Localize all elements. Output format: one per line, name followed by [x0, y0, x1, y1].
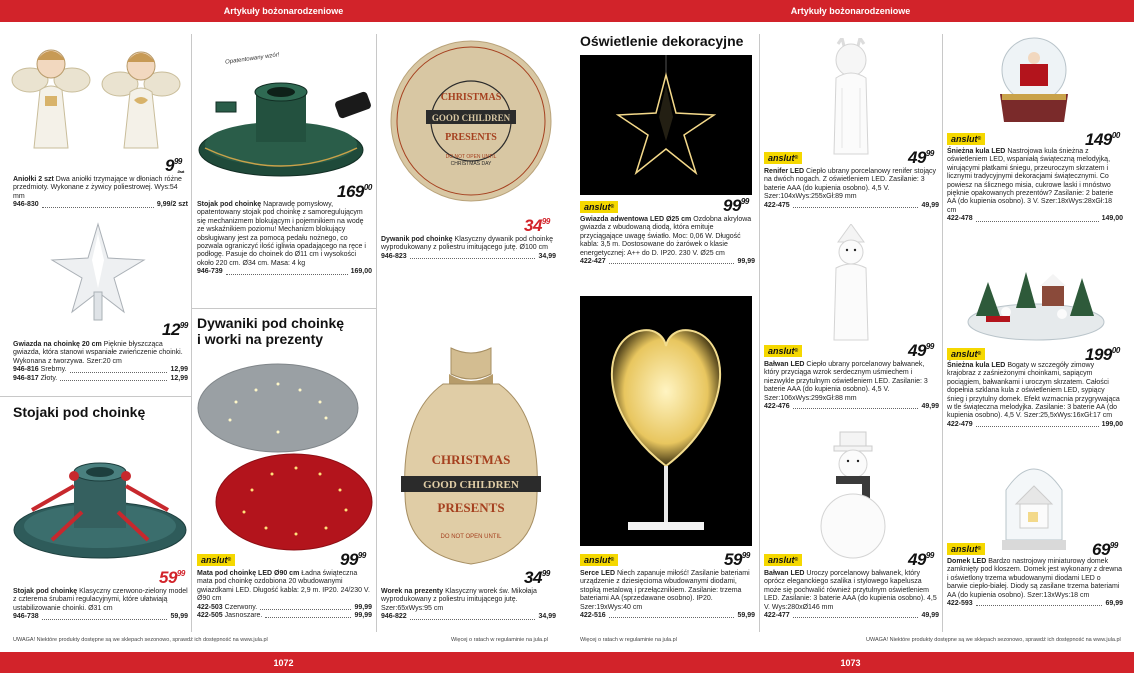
section-header-right: Artykuły bożonarodzeniowe	[567, 0, 1134, 22]
price-balwan2: $49^{99}$	[908, 550, 934, 569]
brand-badge-anslut: anslut®	[580, 554, 618, 566]
brand-badge-anslut: anslut®	[947, 133, 985, 145]
brand-badge-anslut: anslut®	[764, 152, 802, 164]
product-serce: Serce LED Niech zapanuje miłość! Zasilanie bateriami urządzenie z dziesięcioma wbudowanymi diodami, stopką metalową i przełącznikiem. Zasilanie: trzema bateriami AA (sprzedawane osobno). IP20. Szer:19xWys:40 cm 422-516 59,99	[580, 570, 755, 620]
brand-badge-anslut: anslut®	[197, 554, 235, 566]
product-mata: Mata pod choinkę LED Ø90 cm Ładna świąteczna mata pod choinkę ozdobiona 20 wbudowanymi gwiazdkami LED. Długość kabla: 2,9 m. IP20. 24/230 V. Ø90 cm 422-503 Czerwony. 99,99 422-505 Jasnoszare. 99,99	[197, 570, 372, 620]
glass-dome-house-image	[1000, 456, 1068, 552]
price-stojak1: $59^{99}$	[159, 568, 185, 587]
price-stojak2: $169^{00}$	[337, 182, 372, 201]
heading-dywaniki: Dywaniki pod choinkę i worki na prezenty	[197, 315, 345, 347]
page-number-left: 1072	[0, 652, 567, 673]
reindeer-figure-image	[822, 38, 880, 156]
column-divider	[759, 34, 760, 632]
advent-star-image	[580, 55, 752, 195]
heading-stojaki: Stojaki pod choinkę	[13, 404, 146, 420]
svg-text:CHRISTMAS: CHRISTMAS	[431, 452, 511, 467]
brand-badge-anslut: anslut®	[764, 345, 802, 357]
brand-badge-anslut: anslut®	[947, 348, 985, 360]
brand-badge-anslut: anslut®	[764, 554, 802, 566]
product-worek: Worek na prezenty Klasyczny worek św. Mikołaja wyprodukowany z poliestru imitującego jutę. Szer:65xWys:95 cm 946-822 34,99	[381, 588, 556, 621]
column-divider	[191, 34, 192, 632]
led-mats-image	[196, 362, 374, 554]
price-kula1: $149^{00}$	[1085, 130, 1120, 149]
price-gwiazda-led: $99^{99}$	[723, 196, 749, 215]
patent-note: Opatentowany wzór!	[224, 52, 280, 66]
price-kula2: $199^{00}$	[1085, 345, 1120, 364]
brand-badge-anslut: anslut®	[947, 543, 985, 555]
row-divider	[192, 308, 376, 309]
product-gwiazda-led: Gwiazda adwentowa LED Ø25 cm Ozdobna akrylowa gwiazda z wbudowaną diodą, która emituje przyciągające uwagę światło. Moc: 0,06 W. Długość kabla: 3,5 m. Dostosowane do żarówek o klasie energetycznej: A++ do D. IP20. 230 V. Ø25 cm 422-427 99,99	[580, 216, 755, 266]
column-divider	[942, 34, 943, 632]
snowman-figure-image	[824, 224, 878, 342]
footnote-availability-left: UWAGA! Niektóre produkty dostępne są we sklepach sezonowo, sprawdź ich dostępność na www.jula.pl	[13, 637, 268, 643]
svg-text:DO NOT OPEN UNTIL: DO NOT OPEN UNTIL	[445, 154, 497, 160]
star-topper-image	[44, 222, 152, 322]
footnote-installments-left: Więcej o ratach w regulaminie na jula.pl	[451, 637, 548, 643]
tree-skirt-image	[388, 38, 554, 204]
footnote-availability-right: UWAGA! Niektóre produkty dostępne są we sklepach sezonowo, sprawdź ich dostępność na www.jula.pl	[866, 637, 1121, 643]
svg-text:PRESENTS: PRESENTS	[445, 132, 497, 143]
product-domek: Domek LED Bardzo nastrojowy miniaturowy domek zamknięty pod kloszem. Domek jest wykonany z drewna i oświetlony trzema wbudowanymi diodami LED o barwie ciepło-białej. Diody są zasilane trzema bateriami AA (do kupienia osobno). Szer:13xWys:18 cm 422-593 69,99	[947, 558, 1123, 608]
page-number-right: 1073	[567, 652, 1134, 673]
svg-text:PRESENTS: PRESENTS	[437, 500, 505, 515]
tree-stand-green-image	[196, 72, 374, 180]
row-divider	[0, 396, 191, 397]
product-kula2: Śnieżna kula LED Bogaty w szczegóły zimowy krajobraz z zaśnieżonymi choinkami, sapiącym pociągiem, bałwankami i uroczym skrzatem. Całości dopełnia szklana kula z oświetleniem LED, sypiący śnieg i przytulny domek. Efekt wzmacnia przygrywająca w tle świąteczna melodyjka. Zasilanie: 3 baterie AA (do kupienia osobno). 4,5 V. Szer:25,5xWys:16xGł:17 cm 422-479 199,00	[947, 362, 1123, 428]
snowman-scarf-image	[816, 430, 892, 560]
svg-text:CHRISTMAS: CHRISTMAS	[440, 92, 502, 103]
tree-stand-red-image	[12, 452, 188, 564]
column-divider	[376, 34, 377, 632]
led-heart-image	[580, 296, 752, 546]
svg-text:CHRISTMAS DAY: CHRISTMAS DAY	[450, 161, 492, 167]
price-gwiazda: $12^{99}$	[162, 320, 188, 339]
angels-image	[10, 38, 186, 150]
price-mata: $99^{99}$	[340, 550, 366, 569]
product-renifer: Renifer LED Ciepło ubrany porcelanowy renifer stojący na dwóch nogach. Z oświetleniem LED. Zasilanie: 3 baterie AAA (do kupienia osobno). 4,5 V. Szer:104xWys:255xGł:89 mm 422-475 49,99	[764, 168, 939, 209]
heading-oswietlenie: Oświetlenie dekoracyjne	[580, 33, 744, 49]
snow-globe-image	[994, 34, 1074, 126]
svg-text:GOOD CHILDREN: GOOD CHILDREN	[423, 479, 519, 491]
winter-scene-globe-image	[966, 252, 1106, 342]
price-aniolki: $9^{99}$ /2szt	[165, 156, 184, 175]
product-balwan2: Bałwan LED Uroczy porcelanowy bałwanek, który oprócz eleganckiego szalika i stylowego kapelusza może się pochwalić również przytulnym oświetleniem LED. Zasilanie: 3 baterie AAA (do kupienia osobno). 4,5 V. Wys:280xØ146 mm 422-477 49,99	[764, 570, 939, 620]
product-gwiazda: Gwiazda na choinkę 20 cm Pięknie błyszcząca gwiazda, która stanowi wspaniałe zwieńczenie choinki. Wykonana z tworzywa. Szer:20 cm 946-816 Srebrny. 12,99 946-817 Złoty. 12,99	[13, 341, 188, 382]
product-stojak1: Stojak pod choinkę Klasyczny czerwono-zielony model z czterema śrubami regulacyjnymi, które ułatwiają ustabilizowanie choinki. Ø31 cm 946-738 59,99	[13, 588, 188, 621]
price-renifer: $49^{99}$	[908, 148, 934, 167]
product-aniolki: Aniołki 2 szt Dwa aniołki trzymające w dłoniach różne przedmioty. Wykonane z żywicy poliestrowej. Wys:54 mm 946-830 9,99/2 szt	[13, 176, 188, 209]
section-header-left: Artykuły bożonarodzeniowe	[0, 0, 567, 22]
product-balwan1: Bałwan LED Ciepło ubrany porcelanowy bałwanek, który przyciąga wzrok serdecznym uśmiechem i niezwykle przytulnym oświetleniem LED. Zasilanie: 3 baterie AAA (do kupienia osobno). 4,5 V. Szer:106xWys:299xGł:88 mm 422-476 49,99	[764, 361, 939, 411]
product-stojak2: Stojak pod choinkę Naprawdę pomysłowy, opatentowany stojak pod choinkę z samoregulującym się mechanizmem blokującym i pojemnikiem na wodę ze wskaźnikiem poziomu! Mechanizm blokujący obsługiwany jest za pomocą pedału nożnego, co pozwala ograniczyć ilość igliwia opadającego na ręce i podłogę. Pasuje do choinek do Ø11 cm i wysokości około 220 cm. Ø34 cm. Masa: 4 kg 946-739 169,00	[197, 201, 372, 276]
price-balwan1: $49^{99}$	[908, 341, 934, 360]
svg-text:DO NOT OPEN UNTIL: DO NOT OPEN UNTIL	[440, 534, 502, 540]
svg-text:GOOD CHILDREN: GOOD CHILDREN	[431, 113, 511, 123]
price-domek: $69^{99}$	[1092, 540, 1118, 559]
gift-sack-image	[395, 344, 547, 568]
price-worek: $34^{99}$	[524, 568, 550, 587]
brand-badge-anslut: anslut®	[580, 201, 618, 213]
price-dywanik: $34^{99}$	[524, 216, 550, 235]
price-serce: $59^{99}$	[724, 550, 750, 569]
product-dywanik: Dywanik pod choinkę Klasyczny dywanik pod choinkę wyprodukowany z poliestru imitującego jutę. Ø100 cm 946-823 34,99	[381, 236, 556, 260]
footnote-installments-right: Więcej o ratach w regulaminie na jula.pl	[580, 637, 677, 643]
product-kula1: Śnieżna kula LED Nastrojowa kula śnieżna z oświetleniem LED, wspaniałą świąteczną melodyjką, wirującymi płatkami śniegu, przeuroczym skrzatem i licznymi tradycyjnymi dekoracjami świątecznymi. Co powiesz na ślicznego misia, cukrowe laski i mnóstwo pięknie opakowanych prezentów? Zasilanie: 2 baterie AA (do kupienia osobno). 3 V. Szer:18xWys:28xGł:18 cm 422-478 149,00	[947, 148, 1123, 223]
